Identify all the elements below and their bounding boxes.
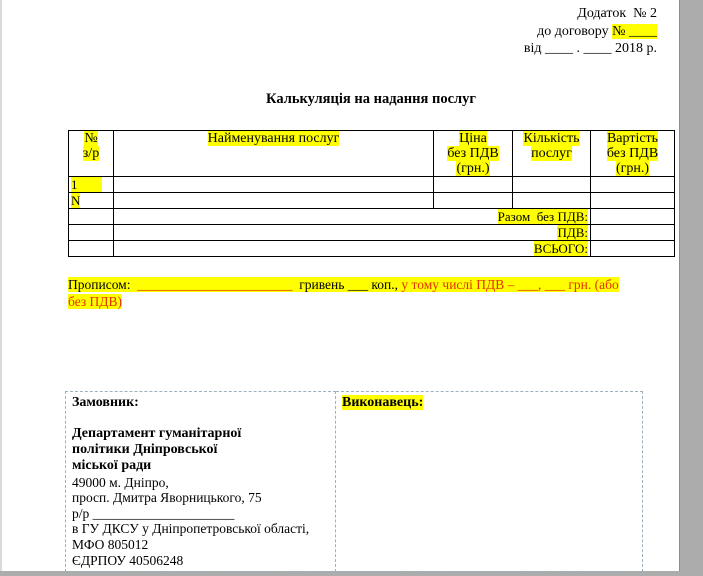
total-row-number-cell xyxy=(69,209,114,225)
grand-total-value-cell xyxy=(591,241,675,257)
row-1-cost-cell xyxy=(591,177,675,193)
row-1-price-cell xyxy=(434,177,513,193)
row-1-quantity-cell xyxy=(513,177,591,193)
vat-row-number-cell xyxy=(69,225,114,241)
contract-date-line: від ____ . ____ 2018 р. xyxy=(523,41,657,56)
amount-units-text: гривень ___ коп., xyxy=(292,277,402,292)
row-n-cost-cell xyxy=(591,193,675,209)
table-row-n xyxy=(69,193,675,209)
total-without-vat-label-cell: Разом без ПДВ: xyxy=(114,209,591,225)
customer-cell xyxy=(66,392,336,572)
grand-total-number-cell xyxy=(69,241,114,257)
customer-address-line: просп. Дмитра Яворницького, 75 xyxy=(72,490,262,506)
spellcheck-word: без xyxy=(536,209,555,224)
contract-number-line xyxy=(524,23,657,41)
customer-mfo-line: МФО 805012 xyxy=(72,536,149,552)
col-header-number: № з/р xyxy=(69,131,114,177)
vat-value-cell xyxy=(591,225,675,241)
amount-in-words xyxy=(68,276,676,310)
blank-line xyxy=(72,411,329,426)
executor-title: Виконавець: xyxy=(342,395,424,410)
grand-total-row xyxy=(69,241,675,257)
appendix-number-line: Додаток № 2 xyxy=(577,6,657,21)
appendix-header xyxy=(524,5,657,58)
col-header-service-name: Найменування послуг xyxy=(114,131,434,177)
row-n-number-cell: N xyxy=(69,193,114,209)
customer-org-line: політики Дніпровської xyxy=(72,442,218,458)
customer-edrpou-line: ЄДРПОУ 40506248 xyxy=(72,552,184,568)
row-n-quantity-cell xyxy=(513,193,591,209)
customer-title: Замовник: xyxy=(72,395,139,410)
amount-blank: _______________________ xyxy=(137,277,293,292)
vat-note-text: у тому числі ПДВ – ___, ___ грн. (або xyxy=(401,277,619,292)
row-1-number-cell: 1 xyxy=(69,177,114,193)
col-header-quantity: Кількість послуг xyxy=(513,131,591,177)
amount-in-words-line-1 xyxy=(68,276,676,293)
contract-number-blank-highlighted: № ____ xyxy=(612,23,657,39)
total-without-vat-row xyxy=(69,209,675,225)
col-header-price: Ціна без ПДВ (грн.) xyxy=(434,131,513,177)
contract-number-prefix: до договору xyxy=(537,23,613,39)
row-1-name-cell xyxy=(114,177,434,193)
services-table xyxy=(68,130,675,257)
customer-account-line: р/р _____________________ xyxy=(72,505,235,521)
col-header-cost: Вартість без ПДВ (грн.) xyxy=(591,131,675,177)
vat-label-cell: ПДВ: xyxy=(114,225,591,241)
table-header-row xyxy=(69,131,675,177)
executor-cell xyxy=(336,392,643,572)
row-n-name-cell xyxy=(114,193,434,209)
vat-row xyxy=(69,225,675,241)
grand-total-label-cell: ВСЬОГО: xyxy=(114,241,591,257)
parties-table xyxy=(65,391,643,572)
customer-org-line: Департамент гуманітарної xyxy=(72,426,242,441)
amount-in-words-line-2 xyxy=(68,293,676,310)
document-title: Калькуляція на надання послуг xyxy=(266,91,476,107)
customer-bank-line: в ГУ ДКСУ у Дніпропетровської області, xyxy=(72,521,310,537)
table-row-1 xyxy=(69,177,675,193)
without-vat-note: без ПДВ) xyxy=(68,294,123,309)
customer-address-line: 49000 м. Дніпро, xyxy=(72,474,169,490)
customer-org-line: міської ради xyxy=(72,458,152,474)
amount-label: Прописом: xyxy=(68,277,138,292)
total-without-vat-value-cell xyxy=(591,209,675,225)
row-n-price-cell xyxy=(434,193,513,209)
